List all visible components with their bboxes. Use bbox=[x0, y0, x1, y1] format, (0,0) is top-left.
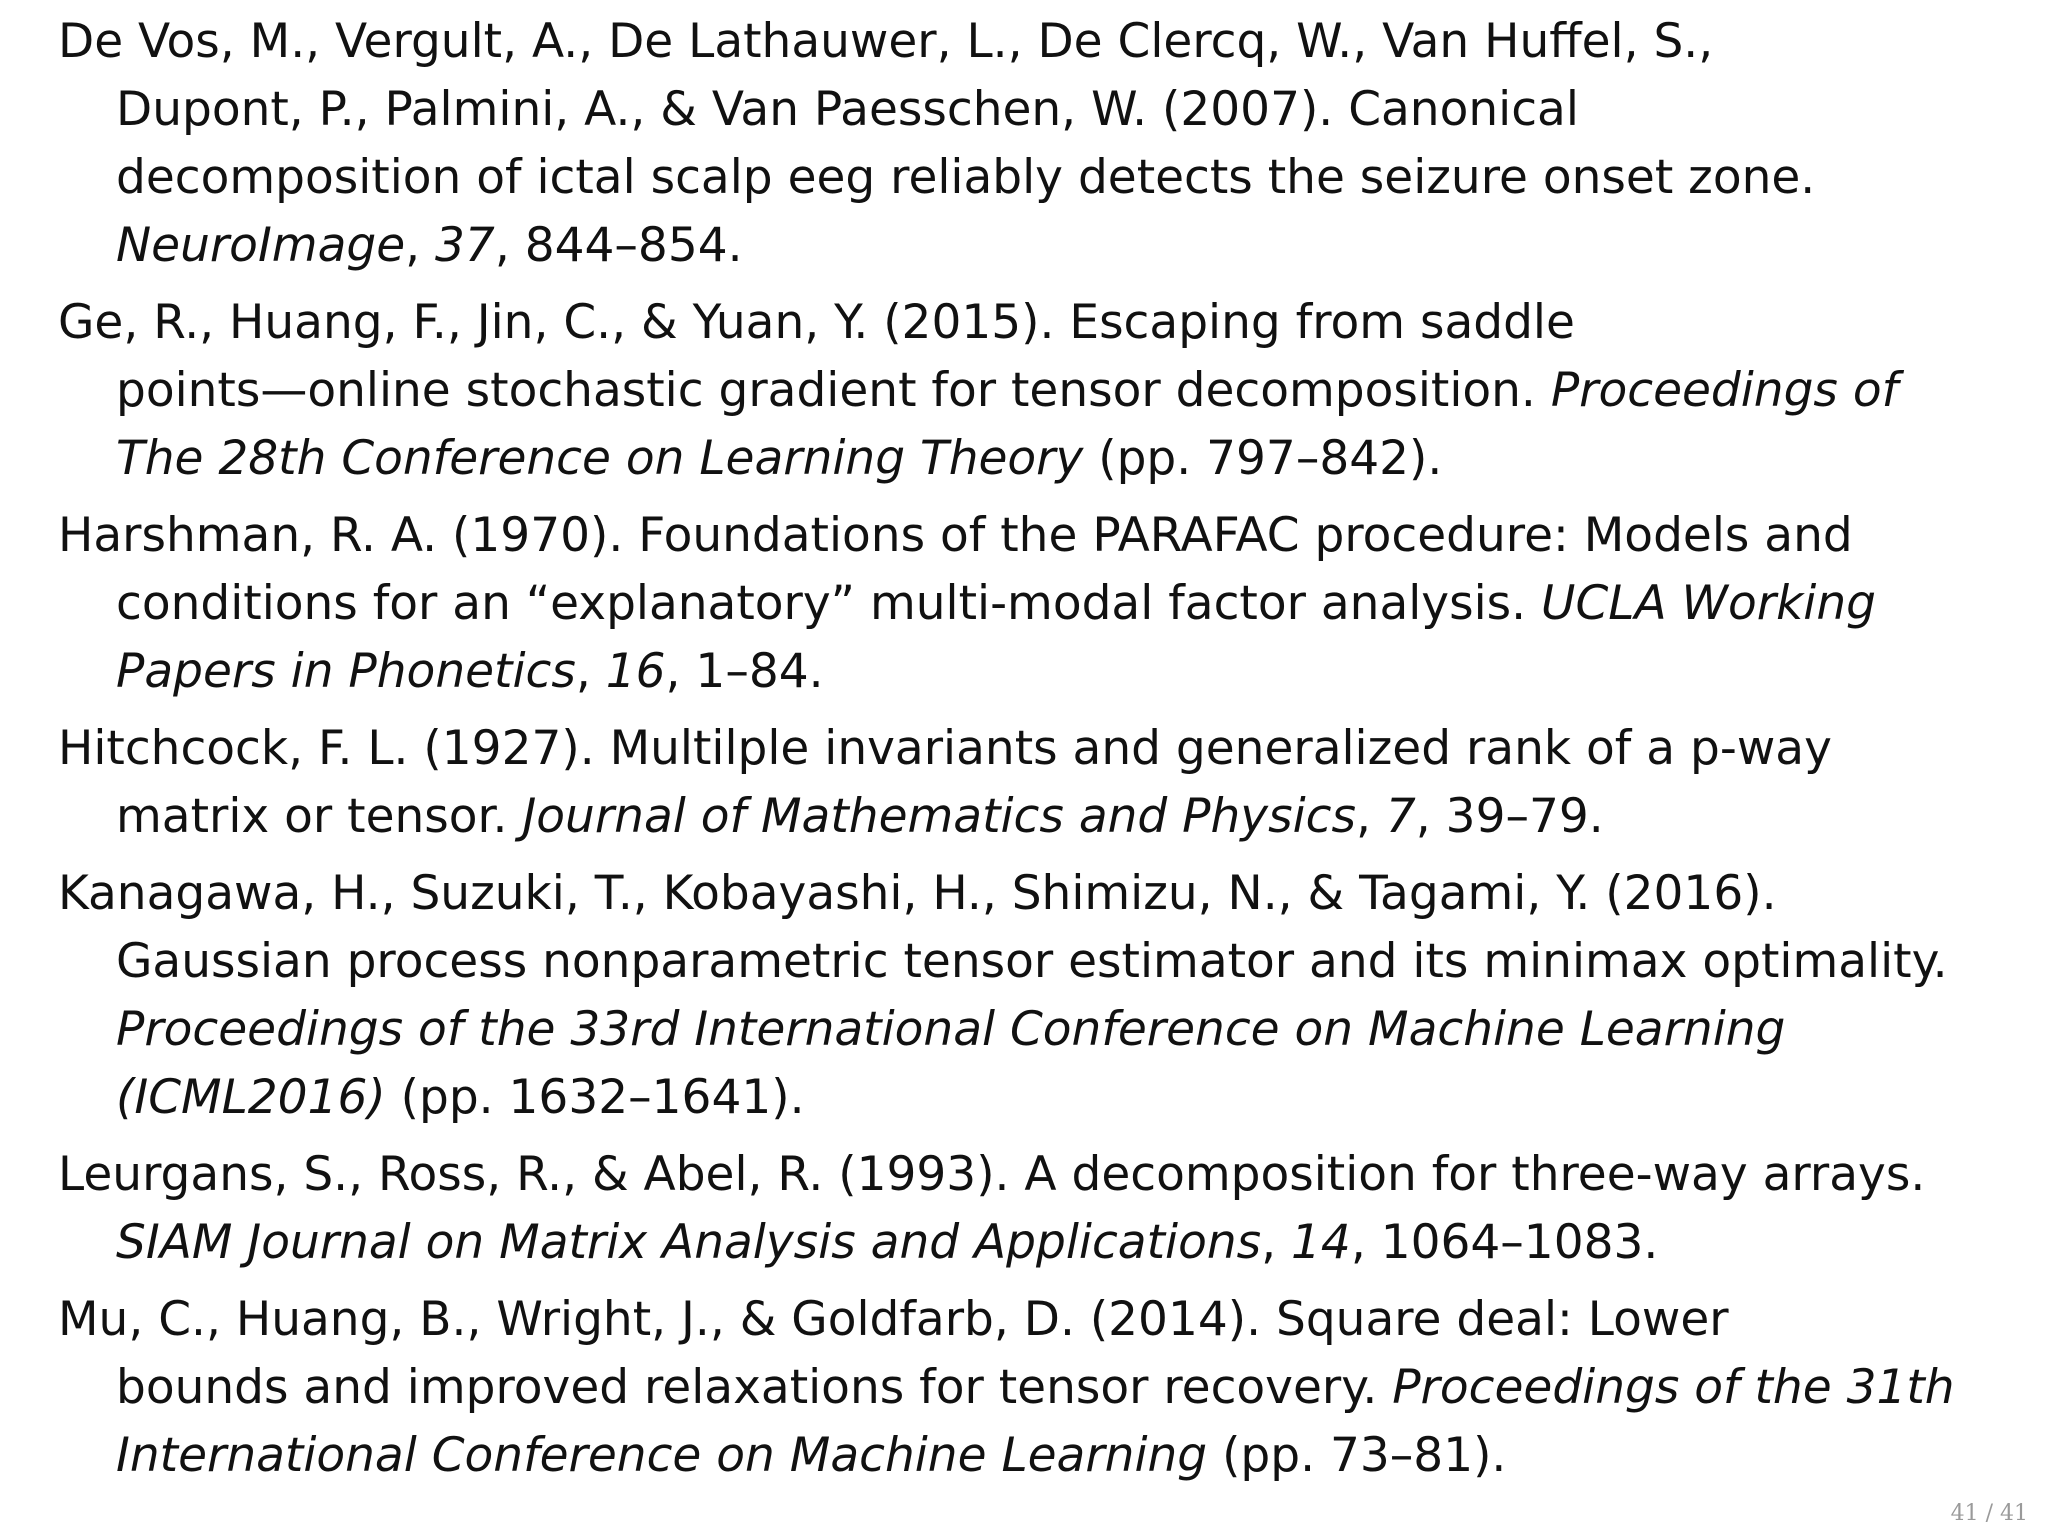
reference-line bbox=[116, 638, 2018, 706]
reference-text: Hitchcock, F. L. (1927). Multilple invariants and generalized rank of a p-way bbox=[58, 721, 1832, 776]
reference-text: Kanagawa, H., Suzuki, T., Kobayashi, H., Shimizu, N., & Tagami, Y. (2016). bbox=[58, 866, 1777, 921]
reference-text: matrix or tensor. bbox=[116, 789, 523, 844]
reference-line bbox=[58, 8, 2018, 76]
reference-line bbox=[58, 1286, 2018, 1354]
reference-line bbox=[116, 783, 2018, 851]
reference-entry bbox=[58, 502, 2018, 706]
reference-text: Gaussian process nonparametric tensor estimator and its minimax optimality. bbox=[116, 934, 1948, 989]
reference-text: , bbox=[575, 644, 606, 699]
reference-italic-text: UCLA Working bbox=[1541, 576, 1876, 631]
reference-line bbox=[116, 996, 2018, 1064]
reference-italic-text: Proceedings of bbox=[1550, 363, 1899, 418]
reference-text: , 39–79. bbox=[1415, 789, 1604, 844]
reference-line bbox=[58, 860, 2018, 928]
reference-entry bbox=[58, 1286, 2018, 1490]
reference-text: (pp. 1632–1641). bbox=[385, 1070, 805, 1125]
reference-text: (pp. 73–81). bbox=[1207, 1428, 1507, 1483]
reference-italic-text: (ICML2016) bbox=[116, 1070, 386, 1125]
reference-text: bounds and improved relaxations for tensor recovery. bbox=[116, 1360, 1393, 1415]
reference-text: Ge, R., Huang, F., Jin, C., & Yuan, Y. (2015). Escaping from saddle bbox=[58, 295, 1575, 350]
reference-text: conditions for an “explanatory” multi-modal factor analysis. bbox=[116, 576, 1542, 631]
reference-text: Dupont, P., Palmini, A., & Van Paesschen, W. (2007). Canonical bbox=[116, 82, 1579, 137]
reference-entry bbox=[58, 289, 2018, 493]
reference-text: Harshman, R. A. (1970). Foundations of the PARAFAC procedure: Models and bbox=[58, 508, 1853, 563]
reference-text: Mu, C., Huang, B., Wright, J., & Goldfarb, D. (2014). Square deal: Lower bbox=[58, 1292, 1729, 1347]
reference-line bbox=[116, 1209, 2018, 1277]
reference-text: , 844–854. bbox=[494, 218, 743, 273]
reference-text: Leurgans, S., Ross, R., & Abel, R. (1993). A decomposition for three-way arrays. bbox=[58, 1147, 1926, 1202]
reference-italic-text: Proceedings of the 33rd International Conference on Machine Learning bbox=[116, 1002, 1786, 1057]
reference-italic-text: The 28th Conference on Learning Theory bbox=[116, 431, 1084, 486]
page-number: 41 / 41 bbox=[1950, 1501, 2028, 1526]
reference-entry bbox=[58, 860, 2018, 1132]
reference-italic-text: 14 bbox=[1291, 1215, 1351, 1270]
reference-italic-text: International Conference on Machine Learning bbox=[116, 1428, 1208, 1483]
reference-line bbox=[116, 425, 2018, 493]
reference-line bbox=[116, 1354, 2018, 1422]
reference-italic-text: Proceedings of the 31th bbox=[1392, 1360, 1955, 1415]
reference-text: , bbox=[1356, 789, 1386, 844]
reference-text: , bbox=[405, 218, 436, 273]
reference-italic-text: SIAM Journal on Matrix Analysis and Applications bbox=[116, 1215, 1262, 1270]
reference-list bbox=[58, 8, 2018, 1499]
reference-text: points—online stochastic gradient for tensor decomposition. bbox=[116, 363, 1551, 418]
reference-line bbox=[116, 1064, 2018, 1132]
reference-line bbox=[116, 570, 2018, 638]
reference-line bbox=[58, 1141, 2018, 1209]
reference-entry bbox=[58, 715, 2018, 851]
reference-entry bbox=[58, 1141, 2018, 1277]
reference-line bbox=[58, 289, 2018, 357]
reference-italic-text: 7 bbox=[1385, 789, 1416, 844]
reference-italic-text: NeuroImage bbox=[116, 218, 406, 273]
reference-line bbox=[116, 144, 2018, 212]
reference-line bbox=[116, 357, 2018, 425]
reference-text: , bbox=[1261, 1215, 1291, 1270]
reference-text: decomposition of ictal scalp eeg reliably detects the seizure onset zone. bbox=[116, 150, 1816, 205]
reference-italic-text: Papers in Phonetics bbox=[116, 644, 576, 699]
reference-text: , 1–84. bbox=[665, 644, 824, 699]
reference-entry bbox=[58, 8, 2018, 280]
reference-italic-text: 37 bbox=[435, 218, 495, 273]
reference-text: , 1064–1083. bbox=[1350, 1215, 1659, 1270]
reference-text: De Vos, M., Vergult, A., De Lathauwer, L., De Clercq, W., Van Huffel, S., bbox=[58, 14, 1714, 69]
reference-italic-text: 16 bbox=[605, 644, 666, 699]
reference-line bbox=[116, 76, 2018, 144]
reference-italic-text: Journal of Mathematics and Physics bbox=[522, 789, 1356, 844]
reference-text: (pp. 797–842). bbox=[1083, 431, 1443, 486]
reference-line bbox=[116, 928, 2018, 996]
reference-line bbox=[116, 212, 2018, 280]
reference-line bbox=[58, 502, 2018, 570]
reference-line bbox=[116, 1422, 2018, 1490]
reference-line bbox=[58, 715, 2018, 783]
